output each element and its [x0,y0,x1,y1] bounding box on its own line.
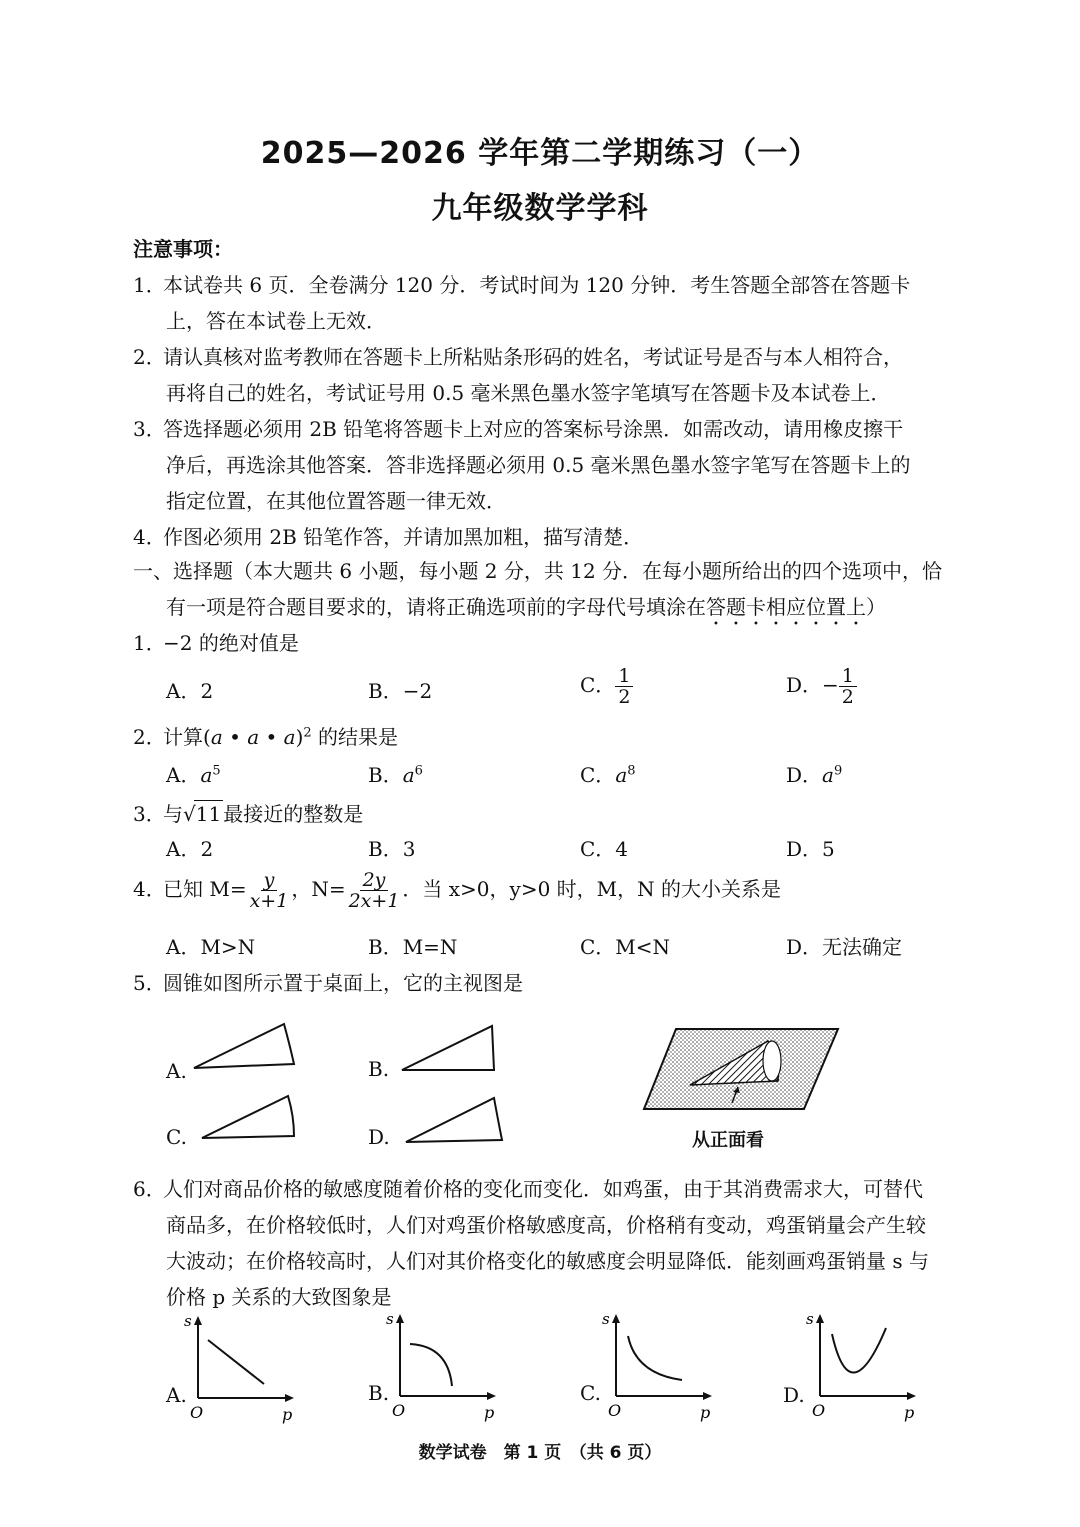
origin-label: O [392,1401,406,1420]
q1-option-c [580,666,633,707]
option-label: D． [786,763,823,787]
note-3-cont2: 指定位置，在其他位置答题一律无效． [166,489,506,513]
q6-option-a-graph [178,1312,302,1424]
q5-option-b-figure [398,1020,502,1076]
q3-option-b: B．3 [368,837,416,861]
q5-option-a-figure [190,1018,300,1074]
question-number: 3． [133,802,166,826]
q2-option-d [786,762,842,788]
q4-option-b: B．M=N [368,935,458,959]
q6-line-4: 价格 p 关系的大致图象是 [166,1285,392,1309]
note-text: 请认真核对监考教师在答题卡上所粘贴条形码的姓名，考试证号是否与本人相符合， [163,345,903,369]
option-base: a [822,763,834,787]
question-number: 2． [133,725,166,749]
option-label: C． [580,673,616,697]
option-exponent: 5 [212,763,221,779]
q6-option-c-graph [596,1310,720,1422]
denominator: 2 [618,686,631,708]
origin-label: O [190,1403,204,1422]
question-number: 4． [133,877,166,901]
notes-heading: 注意事项： [133,237,233,261]
question-stem: −2 的绝对值是 [163,631,299,655]
x-axis-label: p [282,1405,293,1424]
numerator: 1 [615,666,633,687]
question-2 [133,724,398,750]
q1-option-a: A．2 [166,679,214,703]
q6-line-3: 大波动；在价格较高时，人们对其价格变化的敏感度会明显降低．能刻画鸡蛋销量 s 与 [166,1249,929,1273]
numerator: y [261,870,278,891]
note-text: 答选择题必须用 2B 铅笔将答题卡上对应的答案标号涂黑．如需改动，请用橡皮擦干 [163,417,904,441]
q6-option-d-graph [800,1310,924,1422]
q3-option-d: D．5 [786,837,835,861]
stem-exponent: 2 [303,725,312,741]
note-3 [133,416,903,442]
question-number: 5． [133,971,166,995]
q1-option-b: B．−2 [368,679,433,703]
question-1 [133,630,299,656]
q3-option-c: C．4 [580,837,629,861]
q5-option-d-figure [400,1092,506,1148]
question-5 [133,970,523,996]
q5-option-d-label: D. [368,1125,390,1149]
cone-on-table-figure [640,1025,842,1115]
section-emphasis: 答题卡相应位置上 [706,595,866,619]
option-exponent: 9 [833,763,843,779]
q5-option-c-label: C. [166,1125,187,1149]
fraction-m [247,870,292,911]
q6-option-b-graph [380,1310,504,1422]
stem-part: ，N= [291,877,346,901]
note-number: 4． [133,525,166,549]
note-3-cont1: 净后，再选涂其他答案．答非选择题必须用 0.5 毫米黑色墨水签字笔写在答题卡上的 [166,453,911,477]
question-3 [133,800,363,827]
x-axis-label: p [484,1403,495,1422]
page-subtitle: 九年级数学学科 [431,191,649,226]
page-footer: 数学试卷 第 1 页 （共 6 页） [418,1443,662,1463]
option-base: a [200,763,213,787]
question-stem: 人们对商品价格的敏感度随着价格的变化而变化．如鸡蛋，由于其消费需求大，可替代 [163,1177,923,1201]
q6-line-2: 商品多，在价格较低时，人们对鸡蛋价格敏感度高，价格稍有变动，鸡蛋销量会产生较 [166,1213,926,1237]
question-number: 1． [133,631,166,655]
q6-option-a-label: A. [166,1383,187,1407]
note-1-cont: 上，答在本试卷上无效． [166,309,386,333]
option-base: a [402,763,415,787]
section-text-end: ） [866,595,886,619]
section-text: 有一项是符合题目要求的，请将正确选项前的字母代号填涂在 [166,595,706,619]
x-axis-label: p [700,1403,711,1422]
q2-option-b [368,762,423,788]
y-axis-label: s [386,1310,394,1328]
note-text: 本试卷共 6 页．全卷满分 120 分．考试时间为 120 分钟．考生答题全部答在答题卡 [163,273,911,297]
figure-caption: 从正面看 [692,1130,764,1151]
denominator: 2x+1 [348,890,400,912]
x-axis-label: p [904,1403,915,1422]
note-text: 作图必须用 2B 铅笔作答，并请加黑加粗，描写清楚． [163,525,644,549]
option-base: a [615,763,628,787]
denominator: 2 [841,686,854,708]
stem-part: ) [295,725,304,749]
question-number: 6． [133,1177,166,1201]
stem-part: 的结果是 [311,725,399,749]
question-6 [133,1176,923,1202]
q4-option-c: C．M<N [580,935,671,959]
y-axis-label: s [806,1310,814,1328]
q5-option-a-label: A. [166,1059,187,1083]
fraction [839,666,857,707]
stem-part: ．当 x>0，y>0 时，M，N 的大小关系是 [402,877,781,901]
question-stem: 圆锥如图所示置于桌面上，它的主视图是 [163,971,523,995]
question-4 [133,870,781,911]
option-label: D．− [786,673,839,697]
fraction-n [346,870,403,911]
note-number: 1． [133,273,166,297]
note-2 [133,344,903,370]
fraction [615,666,633,707]
stem-part: 计算( [163,725,211,749]
option-label: B． [368,763,403,787]
option-label: C． [580,763,616,787]
origin-label: O [812,1401,826,1420]
q3-option-a: A．2 [166,837,214,861]
note-2-cont: 再将自己的姓名，考试证号用 0.5 毫米黑色墨水签字笔填写在答题卡及本试卷上． [166,381,891,405]
numerator: 1 [839,666,857,687]
q5-option-c-figure [196,1090,300,1146]
q2-option-c [580,762,636,788]
denominator: x+1 [249,890,289,912]
option-label: A． [166,763,201,787]
section-heading-cont [166,594,886,630]
q6-option-d-label: D. [783,1383,805,1407]
note-1 [133,272,910,298]
option-exponent: 8 [627,763,636,779]
q6-option-c-label: C. [580,1381,601,1405]
note-number: 3． [133,417,166,441]
q2-option-a [166,762,221,788]
q1-option-d [786,666,857,707]
stem-part: 与√ [163,802,196,826]
option-exponent: 6 [414,763,423,779]
stem-part: 最接近的整数是 [223,802,364,826]
radicand: 11 [195,802,222,826]
numerator: 2y [360,870,389,891]
y-axis-label: s [602,1310,610,1328]
y-axis-label: s [184,1312,192,1330]
origin-label: O [608,1401,622,1420]
stem-expression: a • a • a [210,725,296,749]
q4-option-a: A．M>N [166,935,256,959]
section-heading: 一、选择题（本大题共 6 小题，每小题 2 分，共 12 分．在每小题所给出的四个选项中，恰 [133,559,943,583]
page-title: 2025—2026 学年第二学期练习（一） [260,136,820,171]
q5-option-b-label: B. [368,1057,390,1081]
q4-option-d: D．无法确定 [786,935,903,959]
stem-part: 已知 M= [163,877,247,901]
q6-option-b-label: B. [368,1381,390,1405]
note-4 [133,524,643,550]
note-number: 2． [133,345,166,369]
